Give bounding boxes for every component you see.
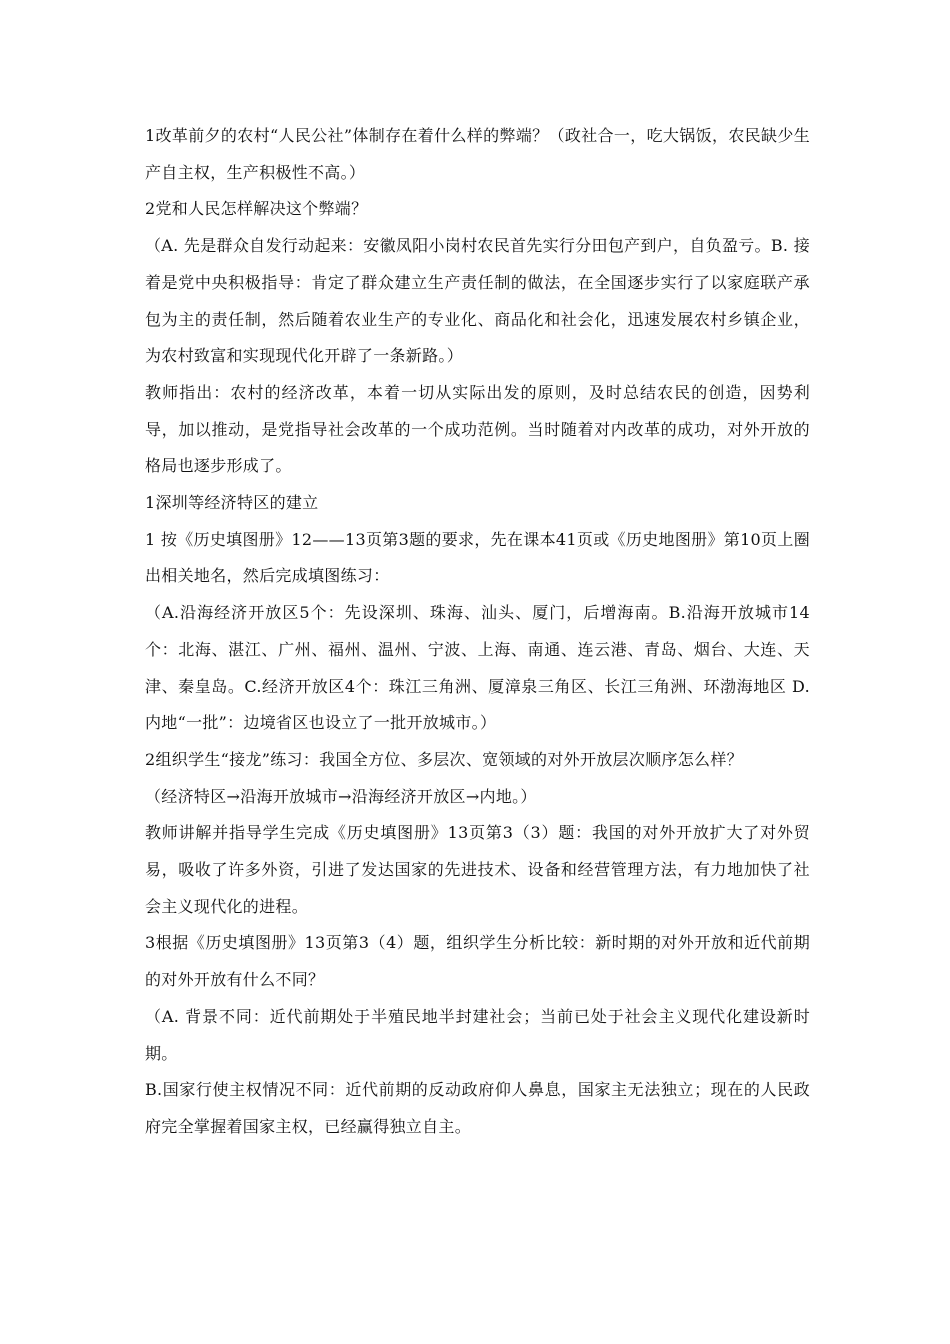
paragraph-solution-answer: （A. 先是群众自发行动起来：安徽凤阳小岗村农民首先实行分田包产到户，自负盈亏。B. 接着是党中央积极指导：肯定了群众建立生产责任制的做法，在全国逐步实行了以家庭联产承包为主的责任制，然后随着农业生产的专业化、商品化和社会化，迅速发展农村乡镇企业，为农村致富和实现现代化开辟了一条新路。） bbox=[145, 236, 810, 366]
paragraph-teacher-note-reform: 教师指出：农村的经济改革，本着一切从实际出发的原则，及时总结农民的创造，因势利导，加以推动，是党指导社会改革的一个成功范例。当时随着对内改革的成功，对外开放的格局也逐步形成了。 bbox=[145, 382, 810, 476]
paragraph-people-commune-question: 1改革前夕的农村“人民公社”体制存在着什么样的弊端？（政社合一，吃大锅饭，农民缺少生产自主权，生产积极性不高。） bbox=[145, 126, 810, 182]
paragraph-comparison-question: 3根据《历史填图册》13页第3（4）题，组织学生分析比较：新时期的对外开放和近代前期的对外开放有什么不同？ bbox=[145, 933, 810, 990]
paragraph-open-zones-answer: （A.沿海经济开放区5个：先设深圳、珠海、汕头、厦门，后增海南。B.沿海开放城市14个：北海、湛江、广州、福州、温州、宁波、上海、南通、连云港、青岛、烟台、大连、天津、秦皇岛。C.经济开放区4个：珠江三角洲、厦漳泉三角区、长江三角洲、环渤海地区 D.内地“一批”：边境省区也设立了一批开放城市。） bbox=[145, 603, 810, 733]
paragraph-comparison-answer-a: （A. 背景不同：近代前期处于半殖民地半封建社会；当前已处于社会主义现代化建设新时期。 bbox=[145, 1006, 810, 1063]
paragraph-teacher-explanation: 教师讲解并指导学生完成《历史填图册》13页第3（3）题：我国的对外开放扩大了对外贸易，吸收了许多外资，引进了发达国家的先进技术、设备和经营管理方法，有力地加快了社会主义现代化的进程。 bbox=[145, 823, 810, 916]
paragraph-relay-answer: （经济特区→沿海开放城市→沿海经济开放区→内地。） bbox=[145, 786, 537, 806]
paragraph-comparison-answer-b: B.国家行使主权情况不同：近代前期的反动政府仰人鼻息，国家主无法独立；现在的人民政府完全掌握着国家主权，已经赢得独立自主。 bbox=[145, 1080, 810, 1136]
paragraph-map-exercise: 1 按《历史填图册》12——13页第3题的要求，先在课本41页或《历史地图册》第10页上圈出相关地名，然后完成填图练习： bbox=[145, 529, 810, 586]
paragraph-section-heading-sez: 1深圳等经济特区的建立 bbox=[145, 493, 319, 513]
paragraph-solution-question: 2党和人民怎样解决这个弊端？ bbox=[145, 199, 368, 219]
paragraph-relay-exercise: 2组织学生“接龙”练习：我国全方位、多层次、宽领域的对外开放层次顺序怎么样？ bbox=[145, 749, 743, 769]
document-body bbox=[145, 118, 810, 1146]
